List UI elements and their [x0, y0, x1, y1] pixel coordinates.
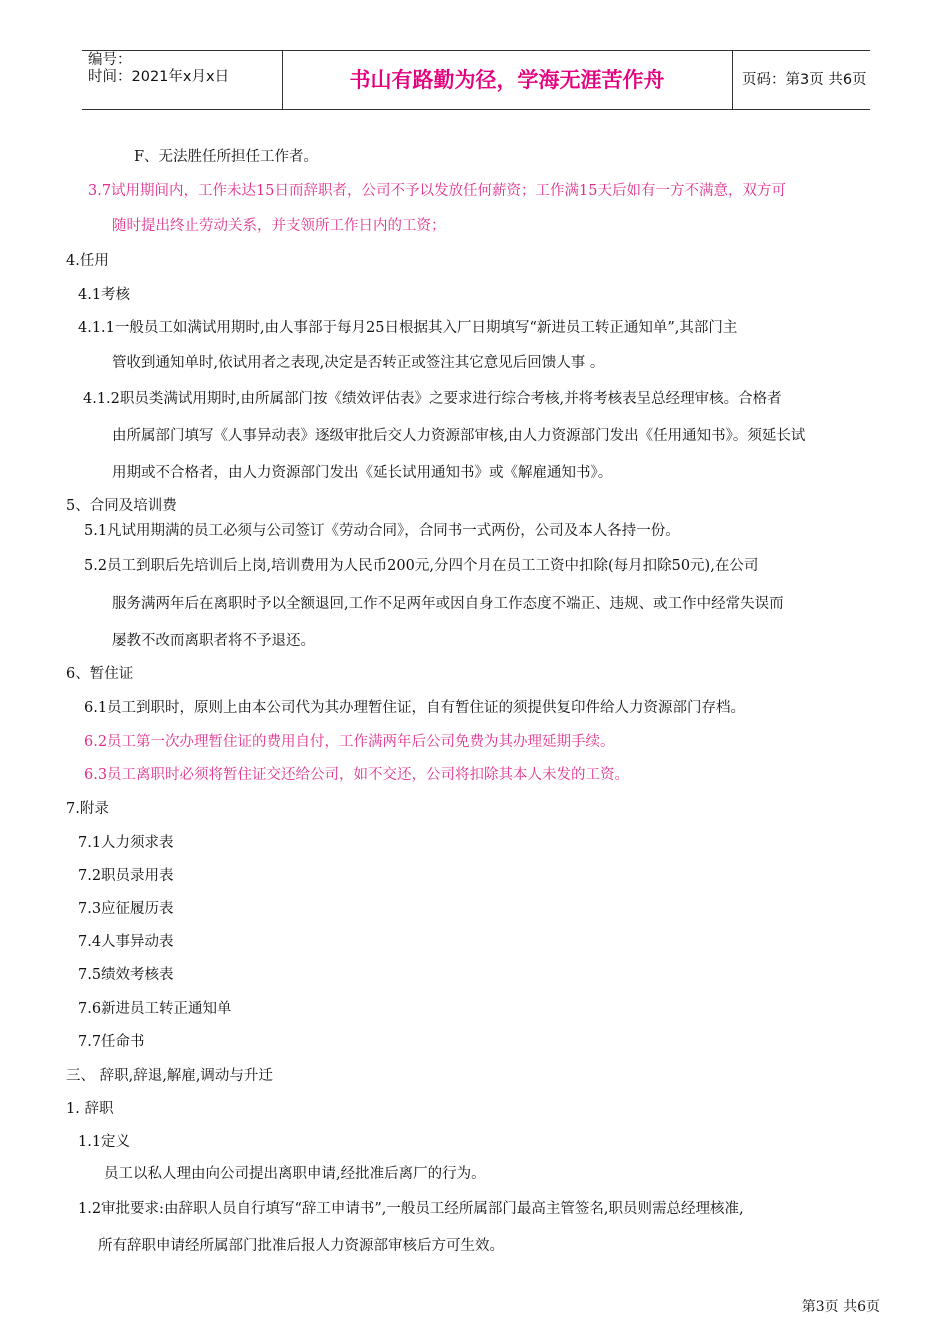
body-line: 由所属部门填写《人事异动表》逐级审批后交人力资源部审核,由人力资源部门发出《任用通知书》。须延长试	[112, 428, 806, 444]
chapter-heading: 三、 辞职,辞退,解雇,调动与升迁	[66, 1068, 273, 1084]
document-date-label: 时间：2021年x月x日	[88, 69, 230, 85]
body-line: 员工以私人理由向公司提出离职申请,经批准后离厂的行为。	[104, 1166, 486, 1182]
section-heading: 5、合同及培训费	[66, 498, 177, 514]
body-line: 5.2员工到职后先培训后上岗,培训费用为人民币200元,分四个月在员工工资中扣除(每月扣除50元),在公司	[84, 558, 759, 574]
page-footer: 第3页 共6页	[801, 1299, 880, 1315]
appendix-item: 7.2职员录用表	[78, 868, 174, 884]
section-heading: 1. 辞职	[66, 1101, 114, 1117]
body-line: 屡教不改而离职者将不予退还。	[112, 633, 315, 649]
body-line: 服务满两年后在离职时予以全额退回,工作不足两年或因自身工作态度不端正、违规、或工作中经常失误而	[112, 596, 784, 612]
body-line: F、无法胜任所担任工作者。	[134, 149, 319, 165]
body-line-highlight: 6.2员工第一次办理暂住证的费用自付，工作满两年后公司免费为其办理延期手续。	[84, 734, 615, 750]
subsection-heading: 4.1考核	[78, 287, 131, 303]
subsection-heading: 1.1定义	[78, 1134, 131, 1150]
appendix-item: 7.1人力须求表	[78, 835, 174, 851]
body-line-highlight: 随时提出终止劳动关系，并支领所工作日内的工资；	[112, 218, 446, 234]
section-heading: 7.附录	[66, 801, 109, 817]
header-motto: 书山有路勤为径，学海无涯苦作舟	[349, 68, 665, 92]
section-heading: 6、暂住证	[66, 666, 134, 682]
body-line-highlight: 3.7试用期间内，工作未达15日而辞职者，公司不予以发放任何薪资；工作满15天后如有一方不满意，双方可	[88, 183, 786, 199]
body-line: 管收到通知单时,依试用者之表现,决定是否转正或签注其它意见后回馈人事 。	[112, 355, 605, 371]
body-line: 1.2审批要求:由辞职人员自行填写“辞工申请书”,一般员工经所属部门最高主管签名,职员则需总经理核准,	[78, 1201, 744, 1217]
body-line: 用期或不合格者，由人力资源部门发出《延长试用通知书》或《解雇通知书》。	[112, 465, 613, 481]
body-line: 5.1凡试用期满的员工必须与公司签订《劳动合同》，合同书一式两份，公司及本人各持一份。	[84, 523, 680, 539]
appendix-item: 7.5绩效考核表	[78, 967, 174, 983]
appendix-item: 7.4人事异动表	[78, 934, 174, 950]
body-line: 4.1.1一般员工如满试用期时,由人事部于每月25日根据其入厂日期填写“新进员工转正通知单”,其部门主	[78, 320, 738, 336]
appendix-item: 7.3应征履历表	[78, 901, 174, 917]
document-number-label: 编号：	[88, 52, 132, 68]
header-meta	[88, 52, 282, 86]
header-divider	[732, 51, 733, 109]
appendix-item: 7.7任命书	[78, 1034, 145, 1050]
body-line: 4.1.2职员类满试用期时,由所属部门按《绩效评估表》之要求进行综合考核,并将考核表呈总经理审核。合格者	[83, 391, 782, 407]
header-page-number: 页码：第3页 共6页	[742, 72, 867, 88]
document-header	[82, 50, 870, 110]
section-heading: 4.任用	[66, 253, 109, 269]
body-line: 所有辞职申请经所属部门批准后报人力资源部审核后方可生效。	[98, 1238, 504, 1254]
appendix-item: 7.6新进员工转正通知单	[78, 1001, 232, 1017]
body-line: 6.1员工到职时，原则上由本公司代为其办理暂住证，自有暂住证的须提供复印件给人力资源部门存档。	[84, 700, 746, 716]
body-line-highlight: 6.3员工离职时必须将暂住证交还给公司，如不交还，公司将扣除其本人未发的工资。	[84, 767, 630, 783]
